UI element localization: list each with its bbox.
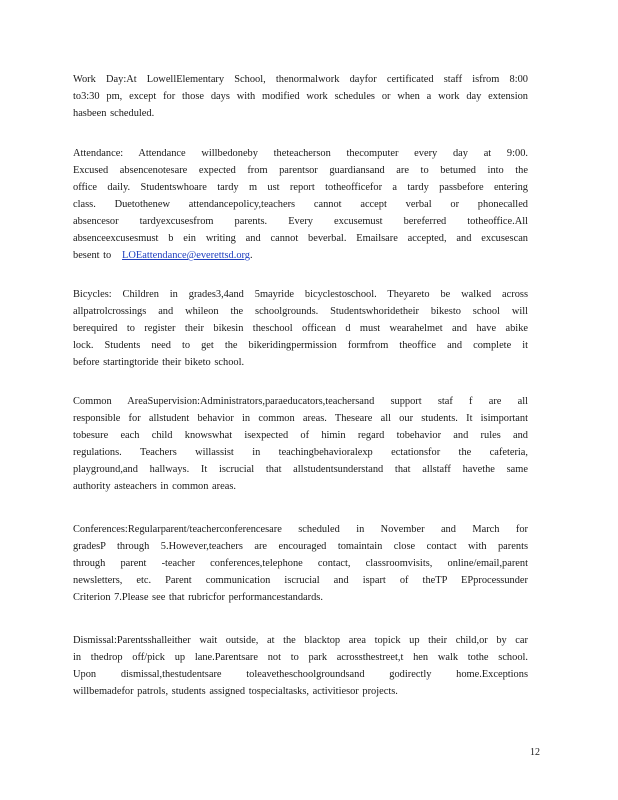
text-line: before startingtoride their biketo school. <box>73 357 245 368</box>
text-line: through parent -teacher conferences,telephone contact, classroomvisits, online/email,parent <box>73 558 528 569</box>
text-line: newsletters, etc. Parent communication iscrucial and ispart of theTP EPprocessunder <box>73 575 528 586</box>
text-line: playground,and hallways. It iscrucial that allstudentsunderstand that allstaff havethe same <box>73 464 528 475</box>
page-number: 12 <box>530 747 540 758</box>
text-line: lock. Students need to get the bikeridingpermission formfrom theoffice and complete it <box>73 340 528 351</box>
text-line: responsible for allstudent behavior in common areas. Theseare all our students. It isimportant <box>73 413 528 424</box>
text-line: Excused absencenotesare expected from parentsor guardiansand are to betumed into the <box>73 165 528 176</box>
text-line: Work Day:At LowellElementary School, thenormalwork dayfor certificated staff isfrom 8:00 <box>73 74 528 85</box>
text-line: Attendance: Attendance willbedoneby theteacherson thecomputer every day at 9:00. <box>73 148 528 159</box>
paragraph-conferences <box>73 521 528 606</box>
email-prefix-text: besent to <box>73 250 112 261</box>
text-line: Common AreaSupervision:Administrators,paraeducators,teachersand support staf f are all <box>73 396 528 407</box>
text-line: tobesure each child knowswhat isexpected of himin regard tobehavior and rules and <box>73 430 528 441</box>
text-line: Upon dismissal,thestudentsare toleavetheschoolgroundsand godirectly home.Exceptions <box>73 669 528 680</box>
text-line: allpatrolcrossings and whileon the schoolgrounds. Studentswhoridetheir bikesto school will <box>73 306 528 317</box>
text-line: to3:30 pm, except for those days with modified work schedules or when a work day extension <box>73 91 528 102</box>
text-line: office daily. Studentswhoare tardy m ust report totheofficefor a tardy passbefore entering <box>73 182 528 193</box>
text-line: gradesP through 5.However,teachers are encouraged tomaintain close contact with parents <box>73 541 528 552</box>
text-line: class. Duetothenew attendancepolicy,teachers cannot accept verbal or phonecalled <box>73 199 528 210</box>
text-line: Conferences:Regularparent/teacherconferencesare scheduled in November and March for <box>73 524 528 535</box>
paragraph-attendance <box>73 145 528 264</box>
text-line: absenceexcusesmust b ein writing and cannot beverbal. Emailsare accepted, and excusescan <box>73 233 528 244</box>
text-line: Bicycles: Children in grades3,4and 5mayride bicyclestoschool. Theyareto be walked across <box>73 289 528 300</box>
text-line: authority asteachers in common areas. <box>73 481 236 492</box>
email-suffix-text: . <box>249 250 253 261</box>
paragraph-work-day <box>73 71 528 122</box>
text-line: willbemadefor patrols, students assigned tospecialtasks, activitiesor projects. <box>73 686 398 697</box>
paragraph-dismissal <box>73 632 528 700</box>
text-line: hasbeen scheduled. <box>73 108 155 119</box>
text-line: Criterion 7.Please see that rubricfor performancestandards. <box>73 592 323 603</box>
paragraph-common-area <box>73 393 528 495</box>
text-line: in thedrop off/pick up lane.Parentsare not to park acrossthestreet,t hen walk tothe school. <box>73 652 528 663</box>
text-line: absencesor tardyexcusesfrom parents. Every excusemust bereferred totheoffice.All <box>73 216 528 227</box>
email-line <box>73 247 528 264</box>
email-link[interactable]: LOEattendance@everettsd.org <box>122 250 250 261</box>
paragraph-bicycles <box>73 286 528 371</box>
text-line: Dismissal:Parentsshalleither wait outside, at the blacktop area topick up their child,or by car <box>73 635 528 646</box>
text-line: regulations. Teachers willassist in teachingbehavioralexp ectationsfor the cafeteria, <box>73 447 528 458</box>
text-line: berequired to register their bikesin theschool officean d must wearahelmet and have abike <box>73 323 528 334</box>
